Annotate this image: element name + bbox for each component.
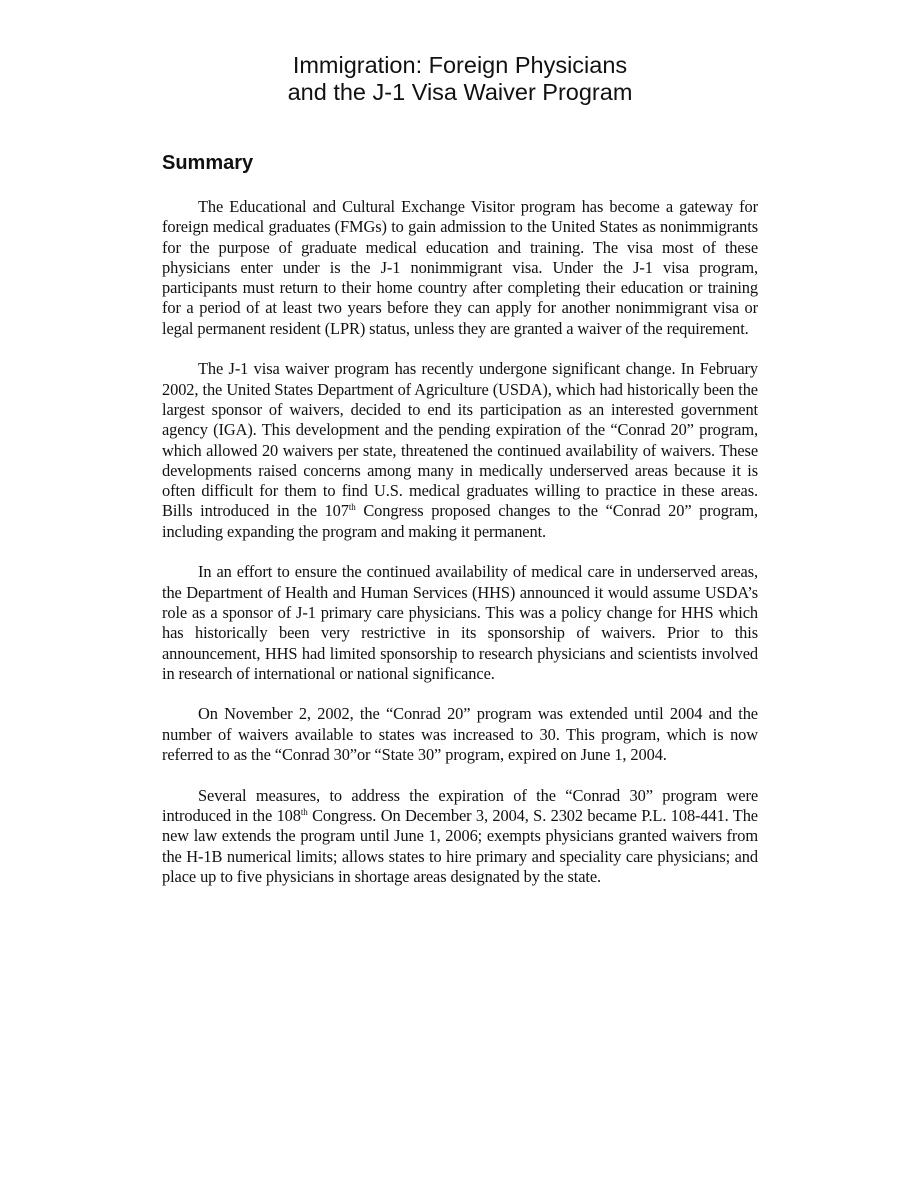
paragraph-2 [162, 359, 758, 542]
paragraph-5-text-a: Several measures, to address the expiration of the “Conrad 30” program were introduced in the 108 [162, 785, 758, 825]
paragraph-1: The Educational and Cultural Exchange Visitor program has become a gateway for foreign medical graduates (FMGs) to gain admission to the United States as nonimmigrants for the purpose of graduate medical education and training. The visa most of these physicians enter under is the J-1 nonimmigrant visa. Under the J-1 visa program, participants must return to their home country after completing their education or training for a period of at least two years before they can apply for another nonimmigrant visa or legal permanent resident (LPR) status, unless they are granted a waiver of the requirement. [162, 197, 758, 338]
title-line-2: and the J-1 Visa Waiver Program [287, 79, 633, 105]
paragraph-3: In an effort to ensure the continued availability of medical care in underserved areas, the Department of Health and Human Services (HHS) announced it would assume USDA’s role as a sponsor of J-1 primary care physicians. This was a policy change for HHS which has historically been very restrictive in its sponsorship of waivers. Prior to this announcement, HHS had limited sponsorship to research physicians and scientists involved in research of international or national significance. [162, 562, 758, 683]
document-page [162, 52, 758, 907]
paragraph-5-text-b: Congress. On December 3, 2004, S. 2302 became P.L. 108-441. The new law extends the program until June 1, 2006; exempts physicians granted waivers from the H-1B numerical limits; allows states to hire primary and speciality care physicians; and place up to five physicians in shortage areas designated by the state. [162, 805, 758, 886]
paragraph-5 [162, 786, 758, 887]
title-line-1: Immigration: Foreign Physicians [292, 52, 628, 78]
summary-body [162, 197, 758, 887]
paragraph-4: On November 2, 2002, the “Conrad 20” program was extended until 2004 and the number of waivers available to states was increased to 30. This program, which is now referred to as the “Conrad 30”or “State 30” program, expired on June 1, 2004. [162, 704, 758, 765]
paragraph-2-text-a: The J-1 visa waiver program has recently undergone significant change. In February 2002, the United States Department of Agriculture (USDA), which had historically been the largest sponsor of waivers, decided to end its participation as an interested government agency (IGA). This development and the pending expiration of the “Conrad 20” program, which allowed 20 waivers per state, threatened the continued availability of waivers. These developments raised concerns among many in medically underserved areas because it is often difficult for them to find U.S. medical graduates willing to practice in these areas. Bills introduced in the 107 [162, 359, 758, 521]
paragraph-2-text-b: Congress proposed changes to the “Conrad 20” program, including expanding the program and making it permanent. [162, 501, 758, 541]
paragraph-5-superscript: th [300, 806, 308, 817]
document-title [162, 52, 758, 106]
paragraph-2-superscript: th [348, 502, 356, 513]
summary-heading: Summary [162, 152, 254, 174]
